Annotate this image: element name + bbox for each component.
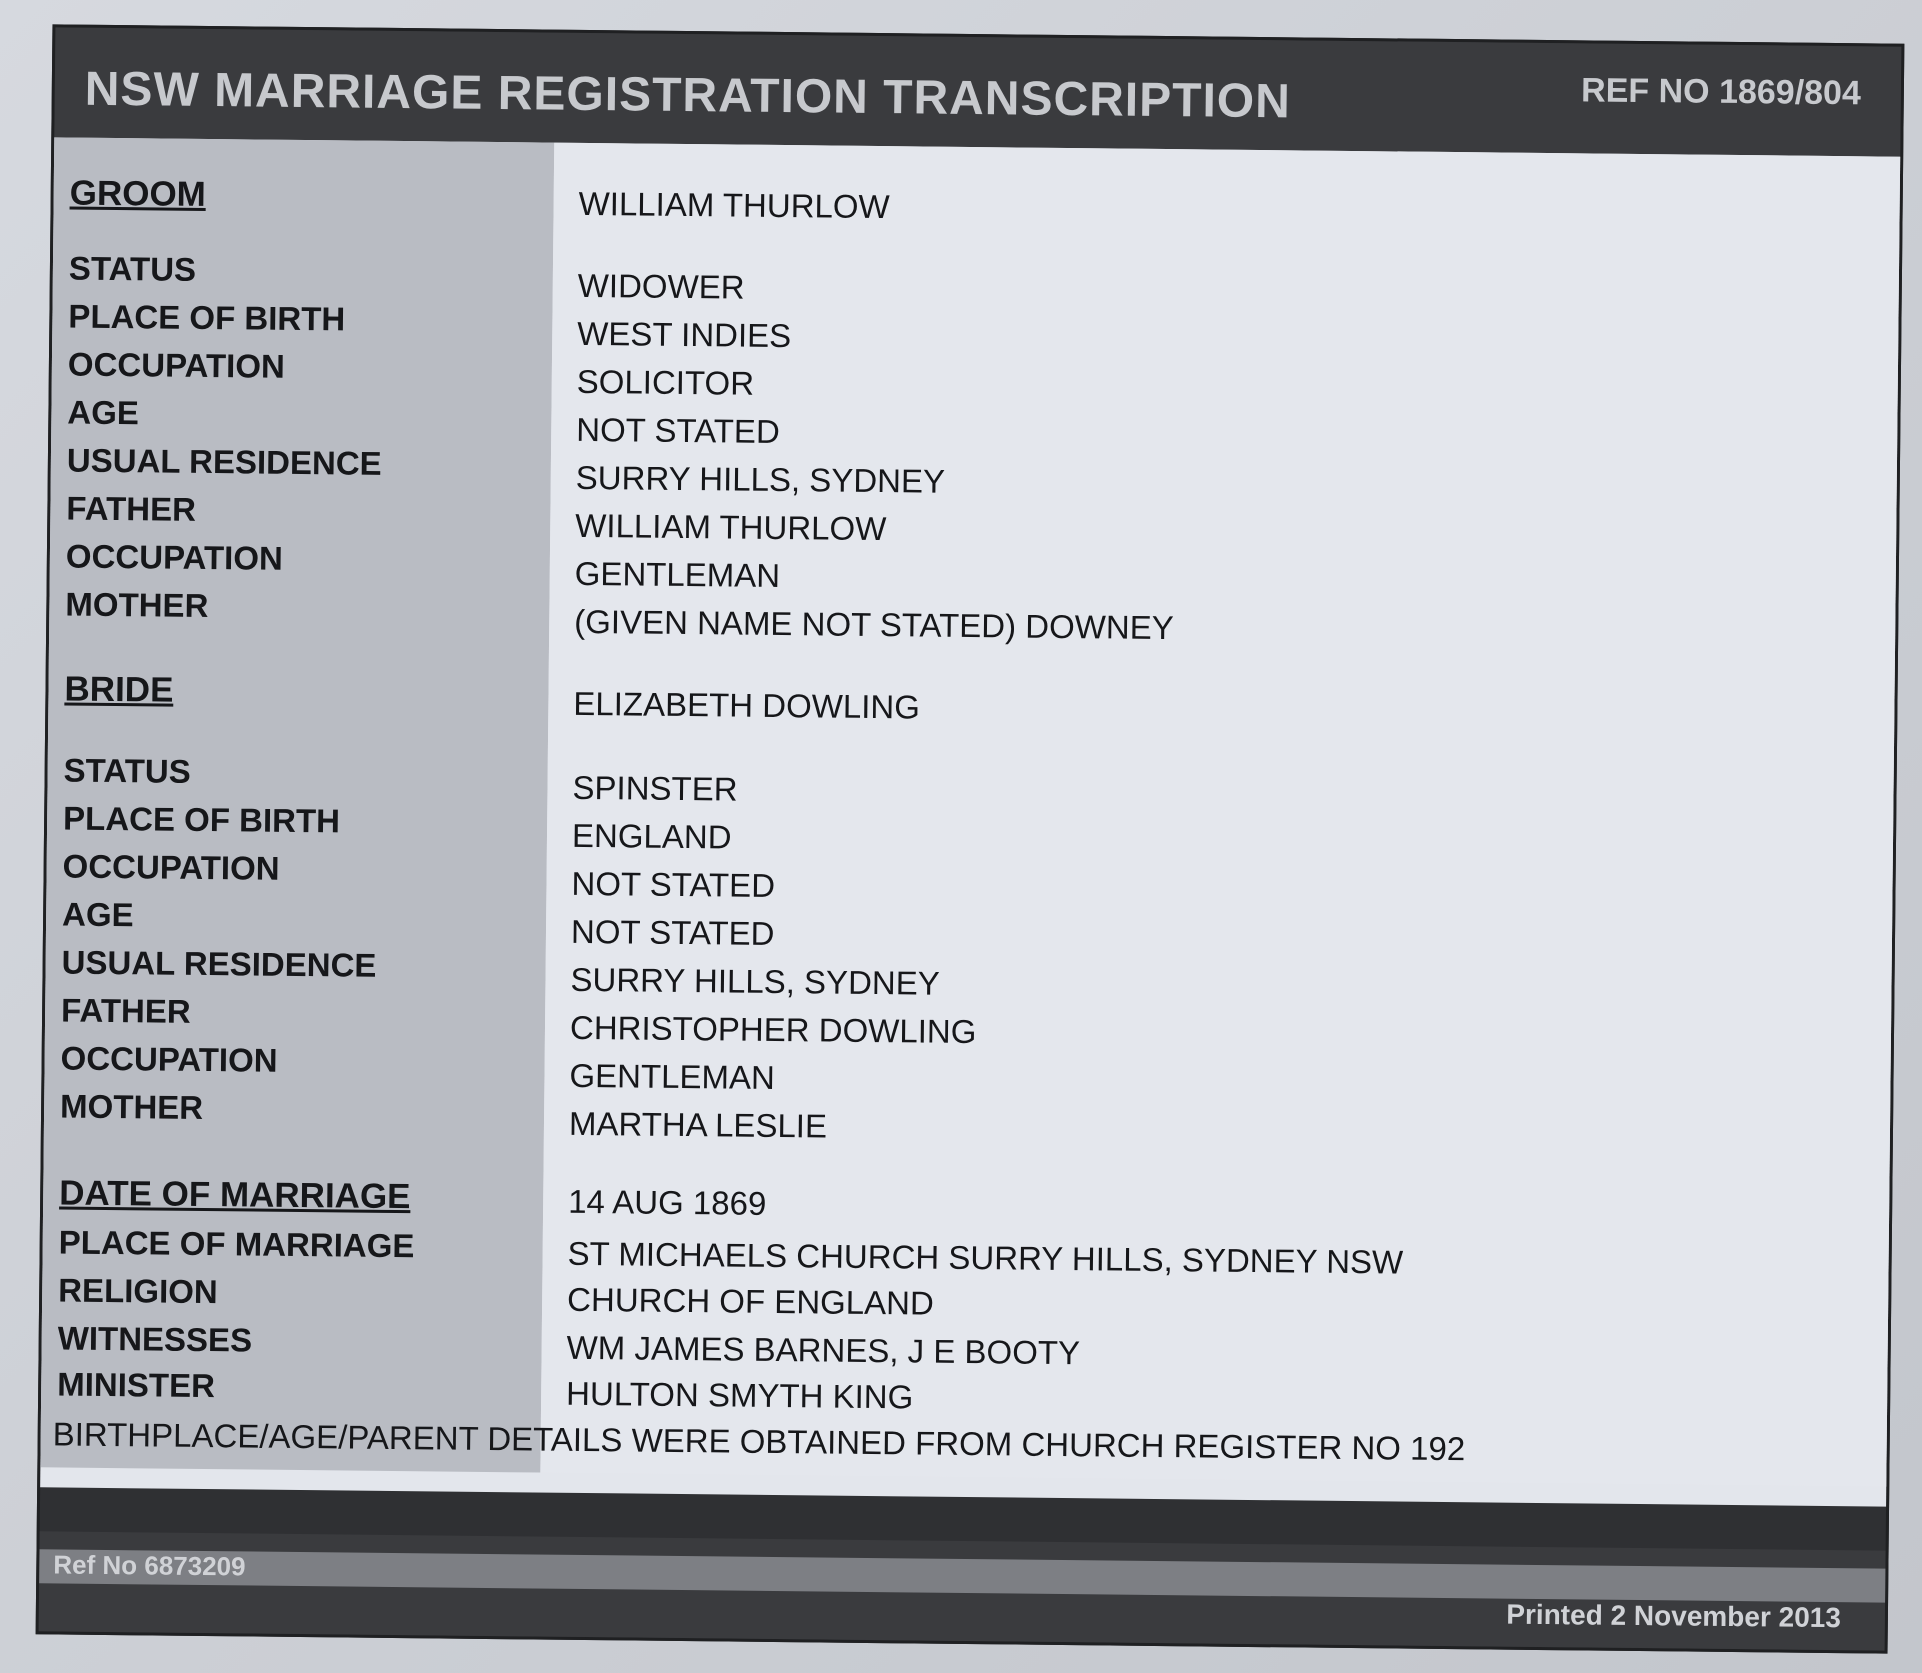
bride-label-father: FATHER [60, 991, 191, 1030]
groom-label-father-occupation: OCCUPATION [65, 537, 284, 577]
groom-label-father: FATHER [66, 489, 197, 528]
groom-label-age: AGE [67, 393, 140, 432]
marriage-value-place: ST MICHAELS CHURCH SURRY HILLS, SYDNEY NSW [567, 1234, 1404, 1281]
bride-value-status: SPINSTER [572, 768, 738, 808]
bride-label-place-of-birth: PLACE OF BIRTH [62, 799, 341, 840]
bride-value-father: CHRISTOPHER DOWLING [569, 1008, 977, 1051]
marriage-value-witnesses: WM JAMES BARNES, J E BOOTY [566, 1328, 1081, 1372]
groom-value-usual-residence: SURRY HILLS, SYDNEY [575, 458, 946, 500]
groom-value-place-of-birth: WEST INDIES [577, 314, 792, 355]
bride-label-age: AGE [61, 895, 134, 934]
bride-name: ELIZABETH DOWLING [573, 684, 921, 726]
groom-value-mother: (GIVEN NAME NOT STATED) DOWNEY [574, 602, 1174, 647]
bride-value-age: NOT STATED [570, 912, 775, 952]
groom-label-usual-residence: USUAL RESIDENCE [66, 441, 382, 482]
groom-label-mother: MOTHER [65, 585, 209, 625]
groom-value-father-occupation: GENTLEMAN [574, 554, 781, 594]
bride-value-place-of-birth: ENGLAND [571, 816, 732, 856]
bride-value-father-occupation: GENTLEMAN [569, 1056, 776, 1096]
bride-label-status: STATUS [63, 751, 191, 790]
marriage-value-minister: HULTON SMYTH KING [565, 1374, 914, 1416]
document-header [54, 27, 1901, 156]
groom-label-place-of-birth: PLACE OF BIRTH [68, 297, 346, 338]
groom-value-age: NOT STATED [576, 410, 780, 450]
groom-name: WILLIAM THURLOW [578, 184, 890, 226]
bride-label-father-occupation: OCCUPATION [60, 1039, 278, 1079]
bride-value-occupation: NOT STATED [571, 864, 776, 904]
record-body [40, 137, 1900, 1506]
bride-value-mother: MARTHA LESLIE [568, 1104, 828, 1145]
groom-heading: GROOM [69, 173, 207, 214]
transcription-document [36, 24, 1905, 1653]
marriage-label-minister: MINISTER [57, 1365, 216, 1405]
footer-reference: Ref No 6873209 [53, 1549, 246, 1582]
printed-date: Printed 2 November 2013 [1506, 1598, 1842, 1634]
groom-value-occupation: SOLICITOR [576, 362, 755, 402]
marriage-date-heading: DATE OF MARRIAGE [59, 1173, 411, 1217]
marriage-label-witnesses: WITNESSES [57, 1319, 253, 1359]
bride-label-usual-residence: USUAL RESIDENCE [61, 943, 377, 984]
source-note: BIRTHPLACE/AGE/PARENT DETAILS WERE OBTAINED FROM CHURCH REGISTER NO 192 [52, 1415, 1466, 1468]
document-footer [39, 1531, 1886, 1650]
bride-value-usual-residence: SURRY HILLS, SYDNEY [570, 960, 940, 1002]
footer-strip [39, 1549, 1885, 1602]
marriage-value-religion: CHURCH OF ENGLAND [566, 1280, 935, 1322]
groom-label-occupation: OCCUPATION [67, 345, 286, 385]
groom-value-status: WIDOWER [577, 266, 745, 306]
bride-label-mother: MOTHER [59, 1087, 204, 1126]
bride-heading: BRIDE [64, 669, 174, 710]
marriage-date-value: 14 AUG 1869 [567, 1182, 767, 1222]
groom-value-father: WILLIAM THURLOW [575, 506, 887, 548]
bride-label-occupation: OCCUPATION [62, 847, 280, 887]
reference-number: REF NO 1869/804 [1580, 71, 1862, 113]
marriage-label-place: PLACE OF MARRIAGE [58, 1223, 415, 1265]
marriage-label-religion: RELIGION [58, 1271, 218, 1311]
groom-label-status: STATUS [68, 249, 197, 288]
document-title: NSW MARRIAGE REGISTRATION TRANSCRIPTION [84, 62, 1292, 129]
